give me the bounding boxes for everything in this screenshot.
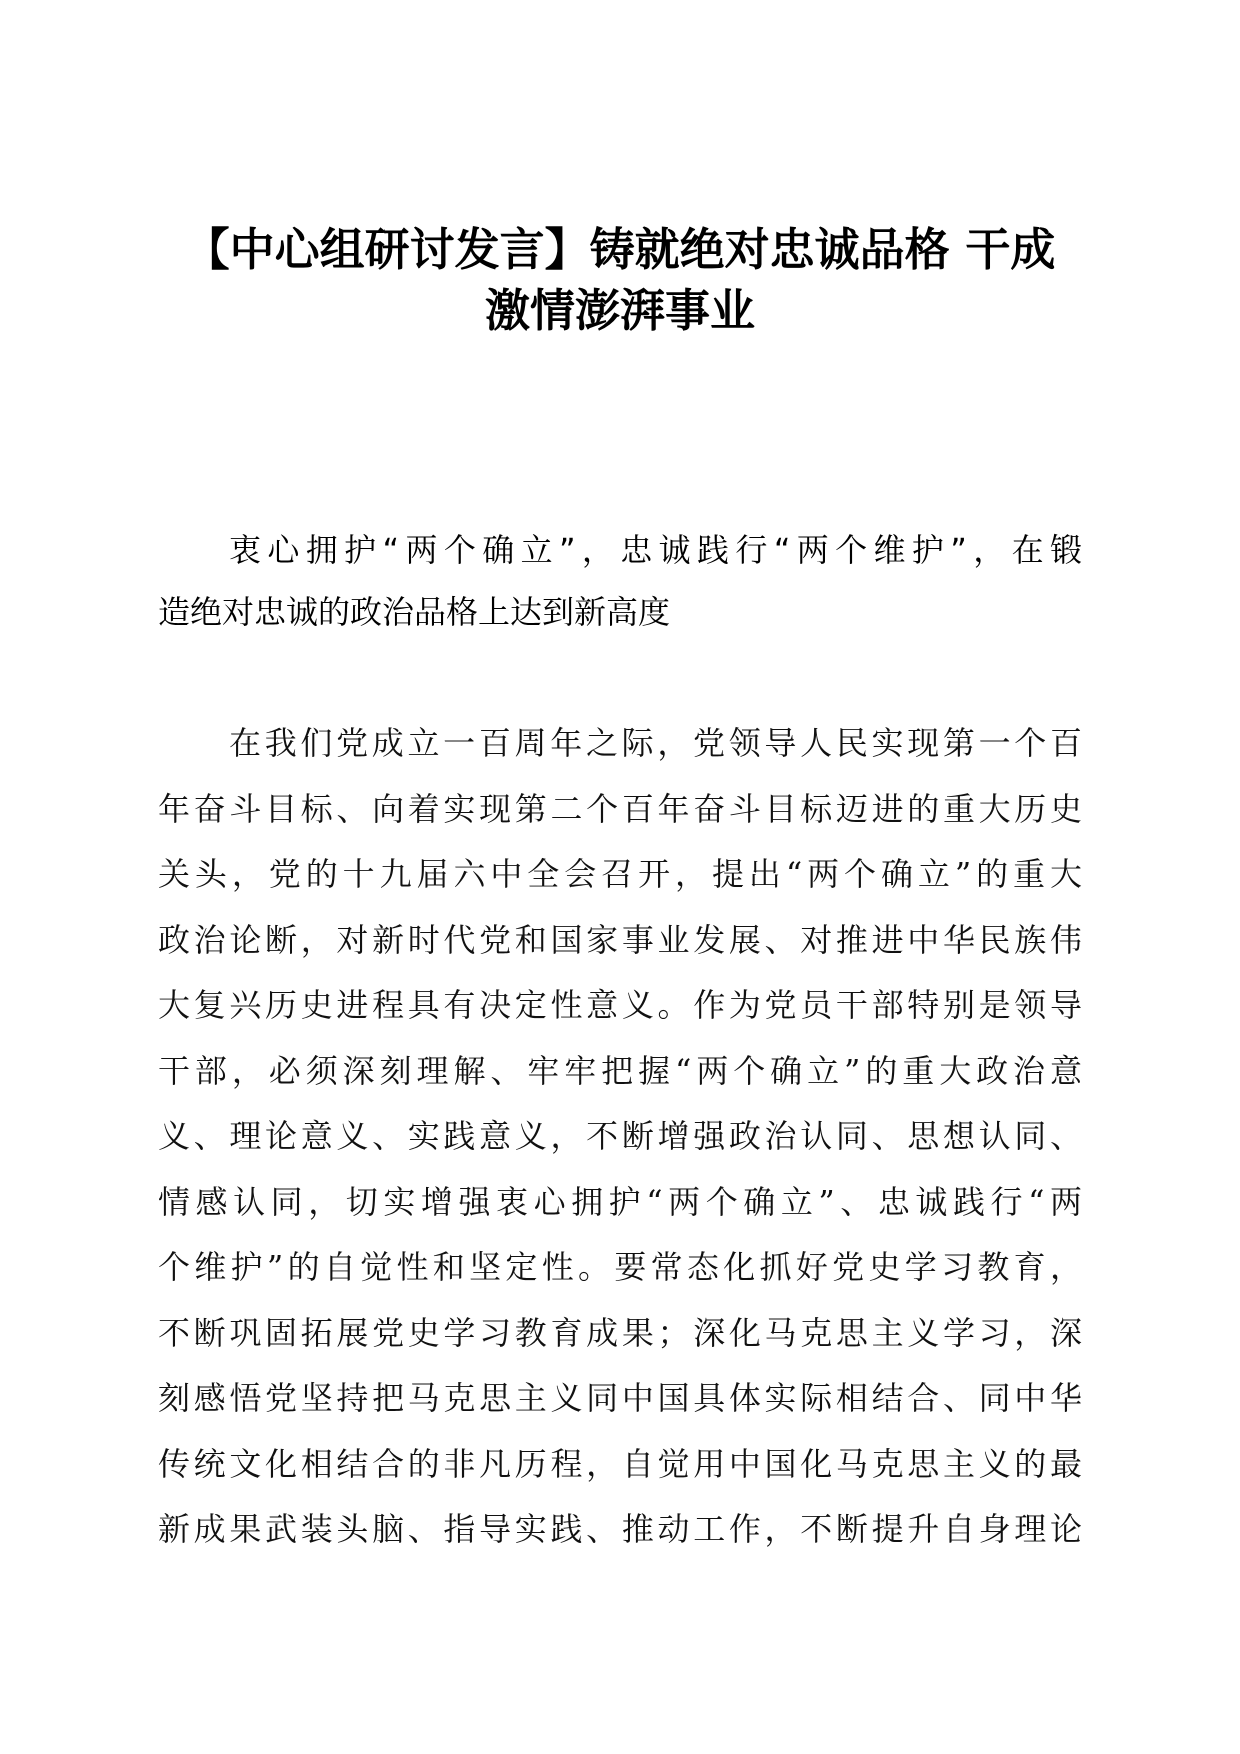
body-text-line: 年奋斗目标、向着实现第二个百年奋斗目标迈进的重大历史 bbox=[158, 789, 1082, 828]
document-title-line: 激情澎湃事业 bbox=[484, 284, 755, 337]
body-text-line: 新成果武装头脑、指导实践、推动工作，不断提升自身理论 bbox=[158, 1510, 1082, 1548]
body-text-line: 大复兴历史进程具有决定性意义。作为党员干部特别是领导 bbox=[158, 986, 1082, 1024]
section-heading bbox=[158, 519, 1082, 643]
section-heading-line: 衷心拥护“两个确立”，忠诚践行“两个维护”，在锻 bbox=[229, 531, 1082, 569]
body-text-line: 个维护”的自觉性和坚定性。要常态化抓好党史学习教育， bbox=[158, 1248, 1082, 1286]
body-text-line: 不断巩固拓展党史学习教育成果；深化马克思主义学习，深 bbox=[158, 1313, 1082, 1352]
document-title bbox=[158, 219, 1082, 341]
document-title-line: 【中心组研讨发言】铸就绝对忠诚品格 干成 bbox=[184, 223, 1056, 276]
body-paragraph bbox=[158, 711, 1082, 1563]
body-text-line: 义、理论意义、实践意义，不断增强政治认同、思想认同、 bbox=[158, 1117, 1082, 1155]
body-text-line: 传统文化相结合的非凡历程，自觉用中国化马克思主义的最 bbox=[158, 1444, 1082, 1483]
body-text-line: 干部，必须深刻理解、牢牢把握“两个确立”的重大政治意 bbox=[158, 1051, 1082, 1090]
body-text-line: 在我们党成立一百周年之际，党领导人民实现第一个百 bbox=[229, 724, 1082, 762]
body-text-line: 刻感悟党坚持把马克思主义同中国具体实际相结合、同中华 bbox=[158, 1379, 1082, 1417]
body-text-line: 政治论断，对新时代党和国家事业发展、对推进中华民族伟 bbox=[158, 920, 1082, 959]
body-text-line: 关头，党的十九届六中全会召开，提出“两个确立”的重大 bbox=[158, 855, 1082, 893]
section-heading-line: 造绝对忠诚的政治品格上达到新高度 bbox=[158, 593, 671, 631]
body-text-line: 情感认同，切实增强衷心拥护“两个确立”、忠诚践行“两 bbox=[158, 1182, 1082, 1221]
